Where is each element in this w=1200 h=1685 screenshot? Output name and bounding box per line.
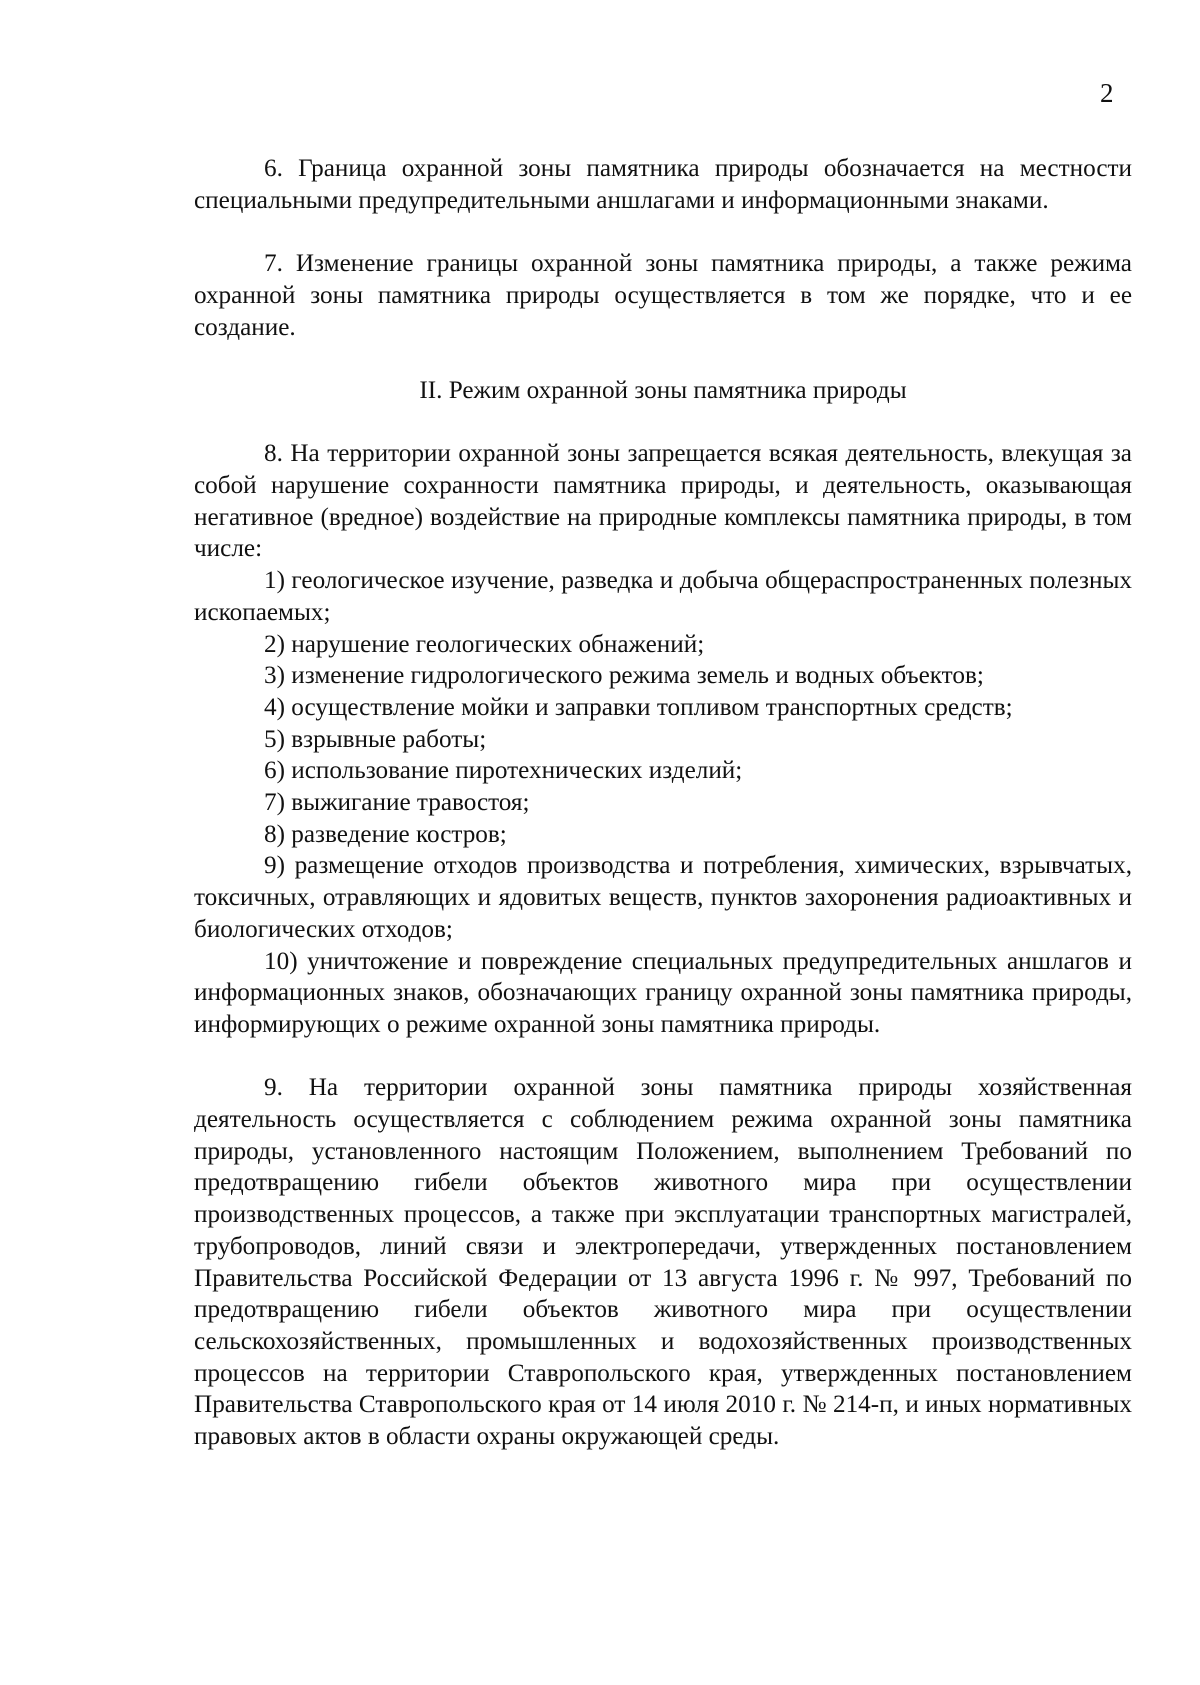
- paragraph-6: 6. Граница охранной зоны памятника природы обозначается на местности специальными предупредительными аншлагами и информационными знаками.: [194, 155, 1132, 214]
- list-item: 8) разведение костров;: [264, 820, 507, 848]
- document-body: [194, 153, 1132, 1453]
- paragraph-gap: [194, 216, 1132, 248]
- paragraph-7: 7. Изменение границы охранной зоны памятника природы, а также режима охранной зоны памятника природы осуществляется в том же порядке, что и ее создание.: [194, 250, 1132, 341]
- list-item: 1) геологическое изучение, разведка и добыча общераспространенных полезных ископаемых;: [194, 567, 1132, 626]
- paragraph-9: 9. На территории охранной зоны памятника природы хозяйственная деятельность осуществляется с соблюдением режима охранной зоны памятника природы, установленного настоящим Положением, выполнением Требований по предотвращению гибели объектов животного мира при осуществлении производственных процессов, а также при эксплуатации транспортных магистралей, трубопроводов, линий связи и электропередачи, утвержденных постановлением Правительства Российской Федерации от 13 августа 1996 г. № 997, Требований по предотвращению гибели объектов животного мира при осуществлении сельскохозяйственных, промышленных и водохозяйственных производственных процессов на территории Ставропольского края, утвержденных постановлением Правительства Ставропольского края от 14 июля 2010 г. № 214-п, и иных нормативных правовых актов в области охраны окружающей среды.: [194, 1074, 1132, 1451]
- list-item: 10) уничтожение и повреждение специальных предупредительных аншлагов и информационных знаков, обозначающих границу охранной зоны памятника природы, информирующих о режиме охранной зоны памятника природы.: [194, 947, 1132, 1038]
- list-item: 9) размещение отходов производства и потребления, химических, взрывчатых, токсичных, отравляющих и ядовитых веществ, пунктов захоронения радиоактивных и биологических отходов;: [194, 852, 1132, 943]
- paragraph-gap: [194, 1041, 1132, 1073]
- page-number: 2: [1100, 78, 1114, 108]
- paragraph-8: 8. На территории охранной зоны запрещается всякая деятельность, влекущая за собой нарушение сохранности памятника природы, и деятельность, оказывающая негативное (вредное) воздействие на природные комплексы памятника природы, в том числе:: [194, 440, 1132, 563]
- list-item: 6) использование пиротехнических изделий;: [264, 757, 743, 785]
- list-item: 5) взрывные работы;: [264, 725, 487, 753]
- list-item: 7) выжигание травостоя;: [264, 789, 530, 817]
- list-item: 3) изменение гидрологического режима земель и водных объектов;: [264, 662, 984, 690]
- list-item: 2) нарушение геологических обнажений;: [264, 630, 705, 658]
- list-item: 4) осуществление мойки и заправки топливом транспортных средств;: [264, 693, 1013, 721]
- paragraph-gap: [194, 407, 1132, 439]
- paragraph-gap: [194, 343, 1132, 375]
- section-heading: II. Режим охранной зоны памятника природы: [419, 376, 907, 404]
